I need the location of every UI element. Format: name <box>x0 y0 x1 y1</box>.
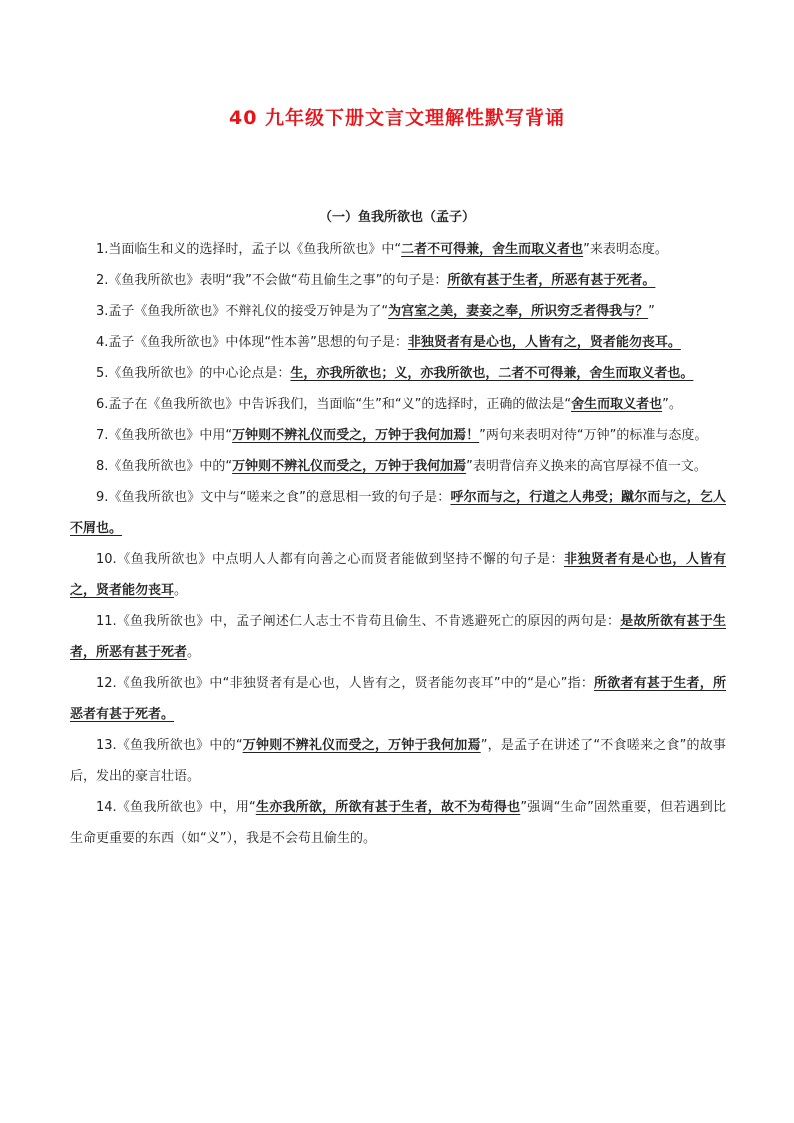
answer-text: 二者不可得兼，舍生而取义者也 <box>401 242 584 257</box>
question-text-tail: 。 <box>174 583 188 598</box>
list-item <box>70 420 726 451</box>
question-text: 14.《鱼我所欲也》中，用“ <box>96 800 256 815</box>
list-item <box>70 730 726 792</box>
section-heading: （一）鱼我所欲也（孟子） <box>318 210 475 225</box>
list-item <box>70 606 726 668</box>
question-text: 11.《鱼我所欲也》中，孟子阐述仁人志士不肯苟且偷生、不肯逃避死亡的原因的两句是： <box>96 614 621 629</box>
question-text-tail: 。 <box>187 645 201 660</box>
list-item <box>70 389 726 420</box>
question-text-tail: ”表明背信弃义换来的高官厚禄不值一文。 <box>466 459 707 474</box>
question-text: 12.《鱼我所欲也》中“非独贤者有是心也，人皆有之，贤者能勿丧耳”中的“是心”指： <box>96 676 595 691</box>
list-item <box>70 296 726 327</box>
question-text: 1.当面临生和义的选择时，孟子以《鱼我所欲也》中“ <box>96 242 402 257</box>
question-text-tail: ”来表明态度。 <box>583 242 668 257</box>
answer-text: 万钟则不辨礼仪而受之，万钟于我何加焉 <box>232 459 467 474</box>
list-item <box>70 358 726 389</box>
list-item <box>70 234 726 265</box>
question-text-tail: ”强调“生命”固然重要，但若遇到比生命更重要的东西（如“义”），我是不会苟且偷生的。 <box>70 800 726 846</box>
answer-text: 是故所欲有甚于生者，所恶有甚于死者 <box>70 614 726 660</box>
question-text: 13.《鱼我所欲也》中的“ <box>96 738 243 753</box>
page-title: 40 九年级下册文言文理解性默写背诵 <box>228 107 566 129</box>
answer-text: 所欲者有甚于生者，所恶者有甚于死者。 <box>70 676 726 722</box>
answer-text: 舍生而取义者也 <box>571 397 663 412</box>
question-text: 5.《鱼我所欲也》的中心论点是： <box>96 366 291 381</box>
question-text: 10.《鱼我所欲也》中点明人人都有向善之心而贤者能做到坚持不懈的句子是： <box>96 552 565 567</box>
list-item <box>70 265 726 296</box>
answer-text: 非独贤者有是心也，人皆有之，贤者能勿丧耳 <box>70 552 726 598</box>
question-text: 9.《鱼我所欲也》文中与“嗟来之食”的意思相一致的句子是： <box>96 490 451 505</box>
question-text: 3.孟子《鱼我所欲也》不辩礼仪的接受万钟是为了“ <box>96 304 389 319</box>
answer-text: 万钟则不辨礼仪而受之，万钟于我何加焉 <box>242 738 481 753</box>
question-text-tail: ” <box>648 304 655 319</box>
answer-text: 万钟则不辨礼仪而受之，万钟于我何加焉！ <box>232 428 480 443</box>
answer-text: 为宫室之美，妻妾之奉，所识穷乏者得我与？ <box>388 304 649 319</box>
list-item <box>70 792 726 854</box>
question-text-tail: ”。 <box>662 397 682 412</box>
question-text: 6.孟子在《鱼我所欲也》中告诉我们，当面临“生”和“义”的选择时，正确的做法是“ <box>96 397 572 412</box>
question-text: 2.《鱼我所欲也》表明“我”不会做“苟且偷生之事”的句子是： <box>96 273 448 288</box>
list-item <box>70 544 726 606</box>
answer-text: 所欲有甚于生者，所恶有甚于死者。 <box>447 273 656 288</box>
list-item <box>70 668 726 730</box>
answer-text: 呼尔而与之，行道之人弗受；蹴尔而与之，乞人不屑也。 <box>70 490 726 536</box>
list-item <box>70 451 726 482</box>
question-text-tail: ”两句来表明对待“万钟”的标准与态度。 <box>479 428 708 443</box>
answer-text: 生，亦我所欲也；义，亦我所欲也，二者不可得兼，舍生而取义者也。 <box>290 366 694 381</box>
list-item <box>70 327 726 358</box>
answer-text: 非独贤者有是心也，人皆有之，贤者能勿丧耳。 <box>407 335 681 350</box>
question-text-tail: ”，是孟子在讲述了“不食嗟来之食”的故事后，发出的豪言壮语。 <box>70 738 726 784</box>
answer-text: 生亦我所欲，所欲有甚于生者，故不为苟得也 <box>255 800 521 815</box>
question-text: 8.《鱼我所欲也》中的“ <box>96 459 233 474</box>
question-text: 7.《鱼我所欲也》中用“ <box>96 428 233 443</box>
question-list <box>70 234 726 854</box>
question-text: 4.孟子《鱼我所欲也》中体现“性本善”思想的句子是： <box>96 335 408 350</box>
list-item <box>70 482 726 544</box>
